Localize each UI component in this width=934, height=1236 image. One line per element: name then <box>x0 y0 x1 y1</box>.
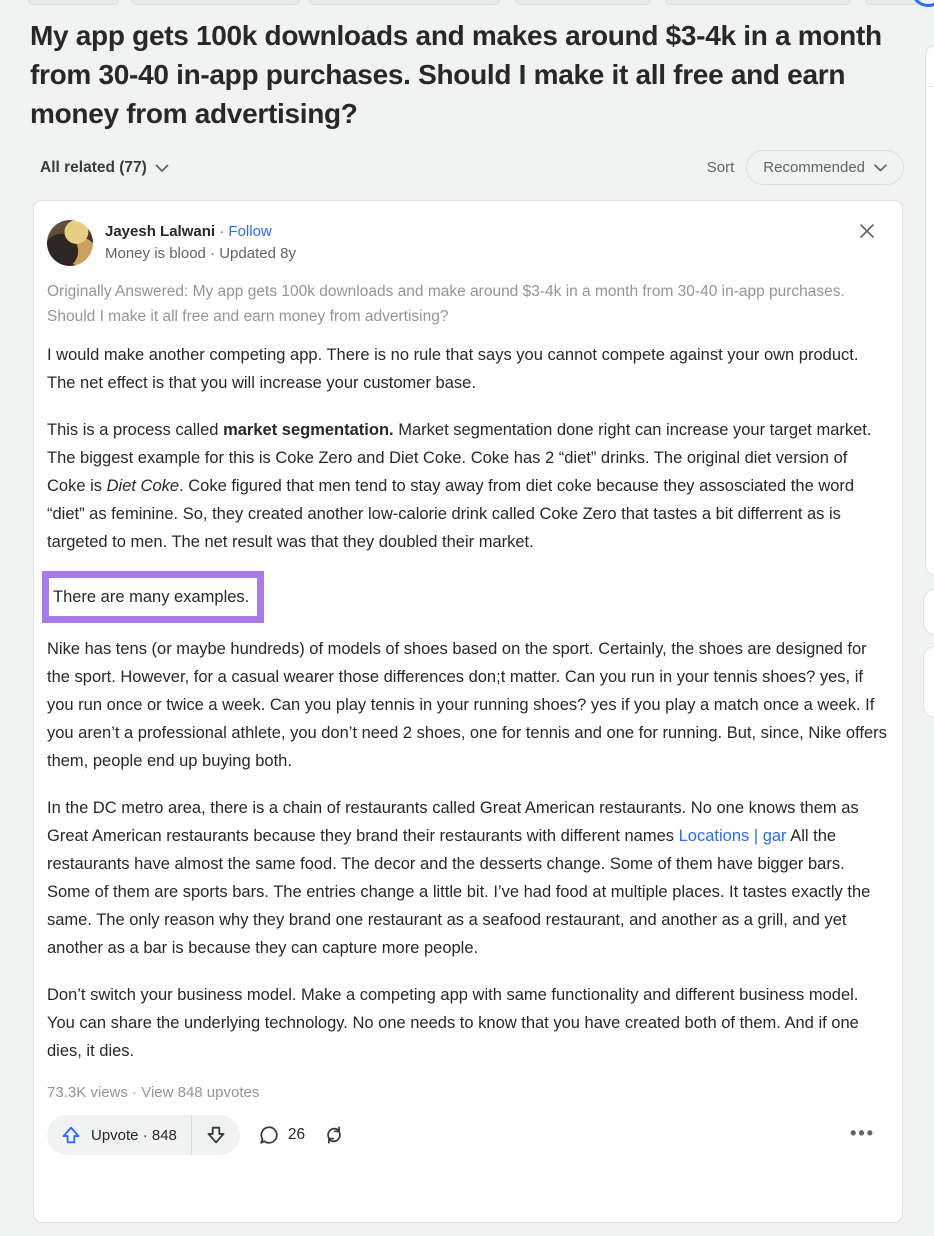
views-upvotes-stats[interactable]: 73.3K views · View 848 upvotes <box>47 1084 260 1101</box>
downvote-button[interactable] <box>192 1115 240 1155</box>
comment-count: 26 <box>287 1126 306 1143</box>
more-options-button[interactable]: ••• <box>850 1123 875 1143</box>
top-tab-fragment <box>515 0 650 5</box>
chevron-down-icon <box>155 164 169 173</box>
all-related-label: All related (77) <box>40 159 147 176</box>
sort-control <box>707 150 904 185</box>
answer-paragraph <box>47 416 889 556</box>
cutoff-right-pill <box>923 589 934 635</box>
upvote-label: Upvote · 848 <box>91 1126 177 1144</box>
all-related-dropdown[interactable] <box>40 159 169 177</box>
upvote-icon <box>60 1124 82 1146</box>
italic-text-run: Diet Coke <box>106 477 180 495</box>
repost-button[interactable] <box>323 1124 345 1146</box>
highlight-annotation-box <box>42 571 264 623</box>
separator: · <box>219 223 225 240</box>
question-title: My app gets 100k downloads and makes around $3-4k in a month from 30-40 in-app purchases. Should I make it all free and earn money from advertising? <box>30 20 882 129</box>
text-run: All the restaurants have almost the same food. The decor and the desserts change. Some of them have bigger bars. Some of them are sports bars. The entries change a little bit. I’ve had food at multiple places. It tastes exactly the same. The only reason why they brand one restaurant as a seafood restaurant, and another as a grill, and yet another as a bar is because they can capture more people. <box>47 827 871 957</box>
author-name[interactable]: Jayesh Lalwani <box>105 223 216 240</box>
highlighted-sentence: There are many examples. <box>53 588 250 606</box>
text-run: . Coke figured that men tend to stay away from diet coke because they assosciated the word “diet” as feminine. So, they created another low-calorie drink called Coke Zero that tastes a bit differrent as is targeted to men. The net result was that they doubled their market. <box>47 477 855 551</box>
avatar[interactable] <box>47 220 93 266</box>
follow-link[interactable]: Follow <box>228 223 272 240</box>
chevron-down-icon <box>874 164 887 172</box>
cutoff-right-pill <box>923 646 934 718</box>
answer-paragraph: I would make another competing app. There is no rule that says you cannot compete against your own product. The net effect is that you will increase your customer base. <box>47 346 859 392</box>
filter-bar <box>30 150 904 190</box>
text-run: This is a process called <box>47 421 224 439</box>
cutoff-right-panel <box>925 45 934 575</box>
answer-paragraph <box>47 794 889 962</box>
answer-paragraph: Don’t switch your business model. Make a competing app with same functionality and different business model. You can share the underlying technology. No one needs to know that you have created both of them. And if one dies, it dies. <box>47 986 859 1060</box>
upvote-button[interactable] <box>47 1115 191 1155</box>
answer-action-bar <box>47 1115 889 1155</box>
originally-answered: Originally Answered: My app gets 100k downloads and make around $3-4k in a month from 30-40 in-app purchases. Should I make it all free and earn money from advertising? <box>47 283 845 325</box>
vote-pill <box>47 1115 240 1155</box>
sort-label: Sort <box>706 159 735 176</box>
text-run: In the DC metro area, there is a chain of restaurants called Great American restaurants. No one knows them as Great American restaurants because they brand their restaurants with different names <box>47 799 859 845</box>
author-row <box>105 219 889 243</box>
answer-header <box>47 219 889 267</box>
locations-link[interactable]: Locations | gar <box>678 827 787 845</box>
downvote-icon <box>205 1124 227 1146</box>
bold-text-run: market segmentation. <box>223 421 394 439</box>
comments-button[interactable] <box>258 1124 305 1146</box>
repost-icon <box>323 1124 345 1146</box>
comment-icon <box>258 1124 280 1146</box>
top-tab-fragment <box>28 0 119 5</box>
top-tab-fragment <box>309 0 500 5</box>
top-tab-fragment <box>131 0 300 5</box>
answer-paragraph: Nike has tens (or maybe hundreds) of models of shoes based on the sport. Certainly, the shoes are designed for the sport. However, for a casual wearer those differences don;t matter. Can you run in your tennis shoes? yes, if you run once or twice a week. Can you play tennis in your running shoes? yes if you play a match once a week. If you aren’t a professional athlete, you don’t need 2 shoes, one for tennis and one for running. But, since, Nike offers them, people end up buying both. <box>47 640 887 770</box>
text-run: Market segmentation done right can increase your target market. The biggest example for this is Coke Zero and Diet Coke. Coke has 2 “diet” drinks. The original diet version of Coke is <box>47 421 872 495</box>
sort-value: Recommended <box>763 159 865 176</box>
answer-card <box>33 200 903 1223</box>
author-credential: Money is blood · Updated 8y <box>105 245 296 262</box>
divider <box>927 86 934 87</box>
close-icon[interactable] <box>857 221 877 241</box>
top-tab-fragment <box>665 0 850 5</box>
sort-dropdown-button[interactable] <box>746 150 904 185</box>
